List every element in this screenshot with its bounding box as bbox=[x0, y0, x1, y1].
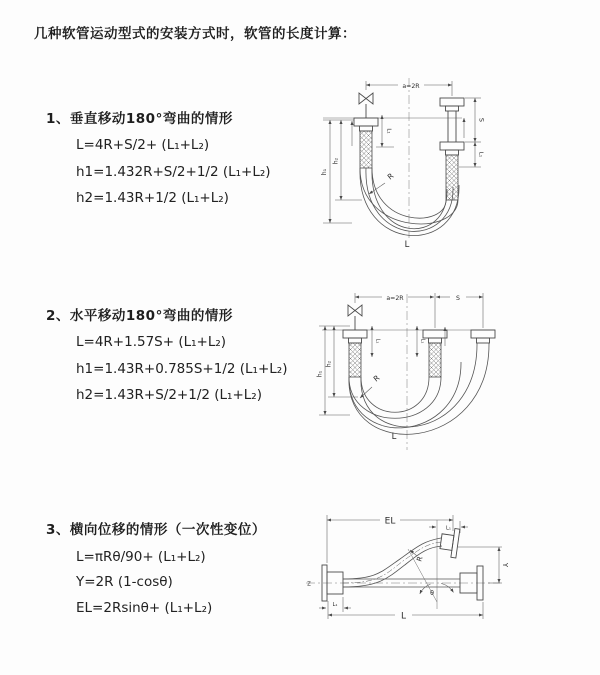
dim-y bbox=[458, 547, 502, 583]
dim-label-h1: h₁ bbox=[316, 370, 324, 378]
radius-label: R bbox=[415, 555, 425, 563]
formula-line: EL=2Rsinθ+ (L₁+L₂) bbox=[76, 600, 213, 616]
hose-curves bbox=[360, 168, 459, 236]
radius-label: R bbox=[371, 373, 382, 384]
angle-arc bbox=[420, 583, 454, 594]
length-label: L bbox=[391, 432, 397, 442]
formula-line: Y=2R (1-cosθ) bbox=[76, 574, 173, 590]
length-label: L bbox=[400, 611, 407, 622]
hose-s-curve bbox=[343, 538, 442, 587]
left-fitting bbox=[343, 330, 367, 377]
left-fitting bbox=[354, 118, 378, 168]
radius-leader bbox=[410, 550, 417, 556]
centerline-mark: Z bbox=[307, 581, 311, 588]
dim-label-a2r: a=2R bbox=[402, 82, 420, 90]
moved-fitting bbox=[439, 527, 460, 558]
diagram-vertical-180 bbox=[310, 68, 555, 263]
dim-label-y: Y bbox=[501, 562, 509, 568]
angle-label: θ bbox=[430, 590, 434, 597]
dim-label-l1-bottom: L₁ bbox=[332, 602, 338, 608]
formula-line: L=4R+S/2+ (L₁+L₂) bbox=[76, 137, 210, 153]
dim-label-h2: h₂ bbox=[325, 360, 333, 368]
page-title: 几种软管运动型式的安装方式时，软管的长度计算： bbox=[34, 26, 356, 42]
middle-fitting bbox=[423, 330, 447, 377]
diagram-horizontal-180 bbox=[310, 282, 555, 467]
dim-h1 bbox=[316, 326, 350, 415]
formula-line: h1=1.432R+S/2+1/2 (L₁+L₂) bbox=[76, 164, 271, 180]
section-1-heading: 1、垂直移动180°弯曲的情形 bbox=[46, 111, 233, 127]
dim-label-h2: h₂ bbox=[332, 157, 340, 165]
valve-icon bbox=[359, 93, 373, 118]
right-fitting bbox=[471, 330, 495, 343]
radius-label: R bbox=[385, 171, 396, 182]
section-3-heading: 3、横向位移的情形（一次性变位） bbox=[46, 522, 266, 538]
diagram-lateral-displacement bbox=[300, 505, 515, 650]
formula-line: L=4R+1.57S+ (L₁+L₂) bbox=[76, 334, 227, 350]
length-label: L bbox=[404, 240, 410, 250]
dim-label-l1-left: L₁ bbox=[385, 128, 392, 134]
dim-label-el: EL bbox=[384, 516, 396, 527]
dim-label-s: S bbox=[477, 117, 486, 123]
dim-s bbox=[355, 293, 483, 328]
formula-line: L=πRθ/90+ (L₁+L₂) bbox=[76, 549, 206, 565]
right-fitting bbox=[440, 98, 464, 200]
dim-label-a2r: a=2R bbox=[386, 294, 404, 302]
dim-label-l1-mid: L₁ bbox=[419, 338, 426, 344]
dim-label-s: S bbox=[456, 294, 460, 302]
dim-label-l1-right: L₁ bbox=[477, 151, 484, 158]
formula-line: h1=1.43R+0.785S+1/2 (L₁+L₂) bbox=[76, 361, 288, 377]
dim-label-l1-top: L₁ bbox=[446, 525, 451, 532]
section-2-heading: 2、水平移动180°弯曲的情形 bbox=[46, 308, 233, 324]
formula-line: h2=1.43R+S/2+1/2 (L₁+L₂) bbox=[76, 387, 262, 403]
formula-line: h2=1.43R+1/2 (L₁+L₂) bbox=[76, 190, 229, 206]
valve-icon bbox=[348, 305, 362, 330]
dim-h2 bbox=[323, 120, 362, 200]
dim-label-h1: h₁ bbox=[321, 168, 328, 176]
dim-label-l1-left: L₁ bbox=[374, 338, 381, 344]
